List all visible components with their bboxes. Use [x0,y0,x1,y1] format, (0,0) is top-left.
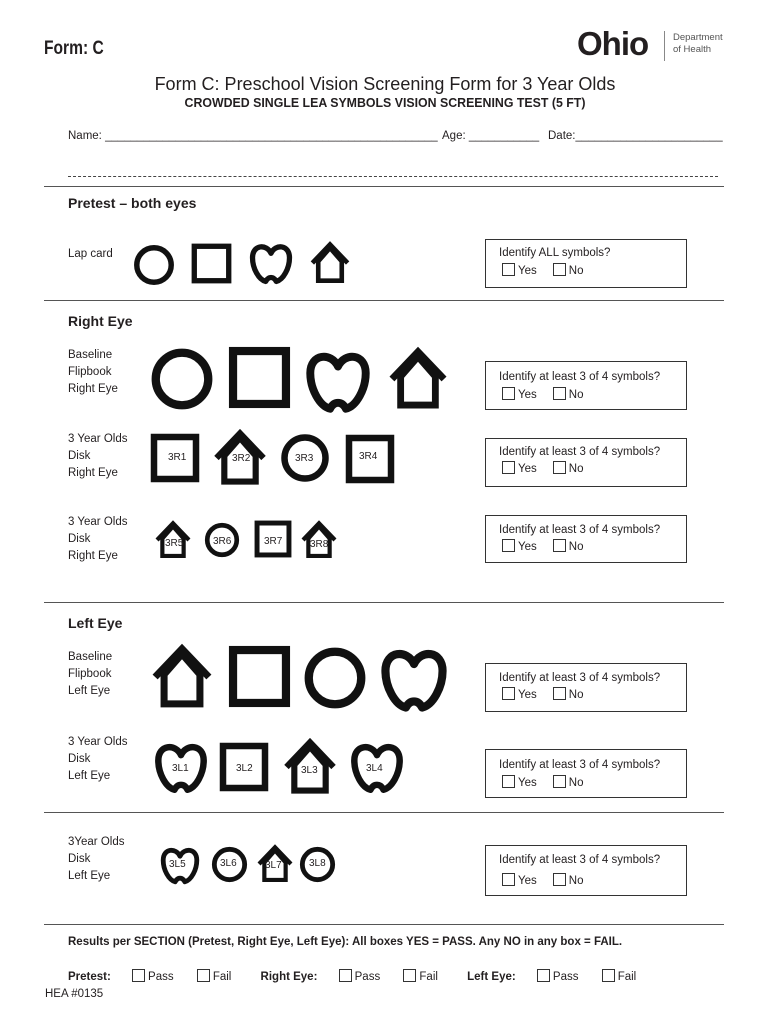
question-text: Identify at least 3 of 4 symbols? [499,672,661,684]
left-pass-checkbox[interactable] [537,969,550,982]
no-checkbox[interactable] [553,539,566,552]
divider [44,186,724,187]
right-disk1-label: 3 Year Olds Disk Right Eye [68,433,128,479]
divider [44,924,724,925]
symbol-code: 3L4 [366,763,383,774]
question-text: Identify at least 3 of 4 symbols? [499,854,661,866]
pretest-heading: Pretest – both eyes [68,195,197,211]
blank-line[interactable] [68,176,718,177]
right-fail-checkbox[interactable] [403,969,416,982]
no-checkbox[interactable] [553,387,566,400]
house-symbol [387,347,449,411]
pretest-question-box: Identify ALL symbols? Yes No [485,239,687,288]
no-checkbox[interactable] [553,873,566,886]
symbol-code: 3R7 [264,536,283,547]
left-disk2-label: 3Year Olds Disk Left Eye [68,836,125,882]
question-text: Identify at least 3 of 4 symbols? [499,524,661,536]
symbol-code: 3R1 [168,452,187,463]
no-checkbox[interactable] [553,687,566,700]
results-note: Results per SECTION (Pretest, Right Eye, Left Eye): All boxes YES = PASS. Any NO in any box = FAIL. [68,936,623,948]
no-checkbox[interactable] [553,461,566,474]
ohio-logo [577,25,737,65]
divider [44,300,724,301]
symbol-code: 3L6 [220,858,237,869]
apple-symbol [305,347,371,415]
yes-checkbox[interactable] [502,687,515,700]
question-text: Identify at least 3 of 4 symbols? [499,371,661,383]
yes-checkbox[interactable] [502,263,515,276]
symbol-code: 3L1 [172,763,189,774]
divider [44,602,724,603]
date-field[interactable]: Date:_______________________ [548,130,723,142]
right-baseline-question-box: Identify at least 3 of 4 symbols? Yes No [485,361,687,410]
circle-symbol [133,244,175,286]
symbol-code: 3R6 [213,536,232,547]
right-disk2-question-box: Identify at least 3 of 4 symbols? Yes No [485,515,687,563]
no-checkbox[interactable] [553,775,566,788]
yes-checkbox[interactable] [502,775,515,788]
logo-dept: Department of Health [673,32,723,55]
left-fail-checkbox[interactable] [602,969,615,982]
no-checkbox[interactable] [553,263,566,276]
form-code: HEA #0135 [45,988,104,1000]
logo-divider [664,31,665,61]
symbol-code: 3R8 [310,539,329,550]
yes-checkbox[interactable] [502,873,515,886]
name-field[interactable]: Name: ____________________________________________________ [68,130,438,142]
circle-symbol [303,646,367,710]
pretest-question: Identify ALL symbols? [499,247,611,259]
apple-symbol [380,645,448,713]
logo-word: Ohio [577,25,649,62]
age-field[interactable]: Age: ___________ [442,130,540,142]
results-row: Pretest: Pass Fail Right Eye: Pass Fail Left Eye: Pass Fail [68,971,637,983]
left-eye-heading: Left Eye [68,615,123,631]
symbol-code: 3L2 [236,763,253,774]
symbol-code: 3L5 [169,859,186,870]
circle-symbol [150,347,214,411]
right-disk1-question-box: Identify at least 3 of 4 symbols? Yes No [485,438,687,487]
left-disk2-question-box: Identify at least 3 of 4 symbols? Yes No [485,845,687,896]
left-baseline-question-box: Identify at least 3 of 4 symbols? Yes No [485,663,687,712]
right-disk2-label: 3 Year Olds Disk Right Eye [68,516,128,562]
symbol-code: 3R3 [295,453,314,464]
page-title: Form C: Preschool Vision Screening Form for 3 Year Olds [154,74,616,94]
question-text: Identify at least 3 of 4 symbols? [499,446,661,458]
square-symbol [228,346,291,409]
square-symbol [191,243,232,284]
symbol-code: 3R5 [165,538,184,549]
symbol-code: 3L7 [265,860,282,871]
right-eye-heading: Right Eye [68,313,133,329]
pretest-fail-checkbox[interactable] [197,969,210,982]
symbol-code: 3L3 [301,765,318,776]
lap-card-label: Lap card [68,248,113,260]
form-label: Form: C [44,38,104,59]
house-symbol [308,242,352,284]
right-pass-checkbox[interactable] [339,969,352,982]
divider [44,812,724,813]
yes-checkbox[interactable] [502,539,515,552]
question-text: Identify at least 3 of 4 symbols? [499,759,661,771]
yes-checkbox[interactable] [502,387,515,400]
page-subtitle: CROWDED SINGLE LEA SYMBOLS VISION SCREENING TEST (5 FT) [184,95,586,110]
symbol-code: 3R4 [359,451,378,462]
left-disk1-label: 3 Year Olds Disk Left Eye [68,736,128,782]
pretest-pass-checkbox[interactable] [132,969,145,982]
apple-symbol [249,241,293,285]
symbol-code: 3R2 [232,453,251,464]
house-symbol [150,645,214,709]
left-disk1-question-box: Identify at least 3 of 4 symbols? Yes No [485,749,687,798]
yes-checkbox[interactable] [502,461,515,474]
left-baseline-label: Baseline Flipbook Left Eye [68,651,113,697]
right-baseline-label: Baseline Flipbook Right Eye [68,349,118,395]
square-symbol [228,645,291,708]
symbol-code: 3L8 [309,858,326,869]
